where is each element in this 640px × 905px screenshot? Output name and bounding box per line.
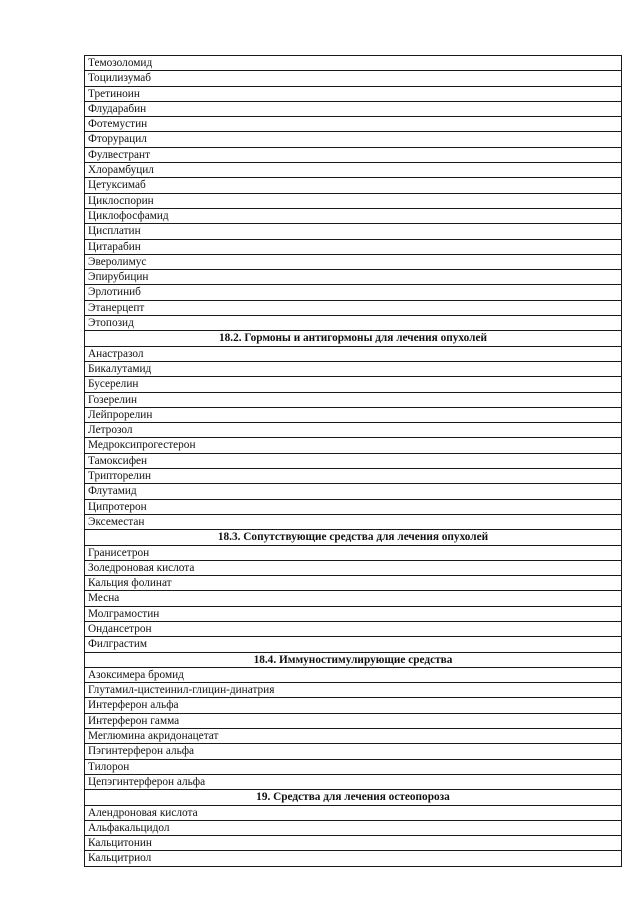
drug-name: Летрозол bbox=[85, 423, 622, 438]
drug-row bbox=[85, 667, 622, 682]
drug-row bbox=[85, 514, 622, 529]
drug-name: Алендроновая кислота bbox=[85, 805, 622, 820]
drug-name: Азоксимера бромид bbox=[85, 667, 622, 682]
drug-row bbox=[85, 576, 622, 591]
drug-row bbox=[85, 147, 622, 162]
drug-row bbox=[85, 56, 622, 71]
drug-row bbox=[85, 621, 622, 636]
drug-name: Третиноин bbox=[85, 86, 622, 101]
drug-row bbox=[85, 407, 622, 422]
drug-row bbox=[85, 316, 622, 331]
drug-row bbox=[85, 346, 622, 361]
drug-row bbox=[85, 101, 622, 116]
drug-name: Интерферон альфа bbox=[85, 698, 622, 713]
drug-name: Эпирубицин bbox=[85, 270, 622, 285]
drug-name: Цитарабин bbox=[85, 239, 622, 254]
drug-row bbox=[85, 377, 622, 392]
drug-name: Анастразол bbox=[85, 346, 622, 361]
drug-name: Глутамил-цистеинил-глицин-динатрия bbox=[85, 683, 622, 698]
drug-name: Пэгинтерферон альфа bbox=[85, 744, 622, 759]
drug-row bbox=[85, 851, 622, 866]
drug-name: Интерферон гамма bbox=[85, 713, 622, 728]
drug-name: Этопозид bbox=[85, 316, 622, 331]
drug-row bbox=[85, 239, 622, 254]
drug-row bbox=[85, 423, 622, 438]
drug-row bbox=[85, 774, 622, 789]
section-title: 18.2. Гормоны и антигормоны для лечения опухолей bbox=[85, 331, 622, 346]
drug-name: Фулвестрант bbox=[85, 147, 622, 162]
drug-row bbox=[85, 729, 622, 744]
drug-name: Меглюмина акридонацетат bbox=[85, 729, 622, 744]
drug-row bbox=[85, 285, 622, 300]
drug-row bbox=[85, 163, 622, 178]
drug-row bbox=[85, 698, 622, 713]
drug-name: Эксеместан bbox=[85, 514, 622, 529]
drug-row bbox=[85, 606, 622, 621]
drug-row bbox=[85, 453, 622, 468]
drug-name: Гранисетрон bbox=[85, 545, 622, 560]
drug-row bbox=[85, 759, 622, 774]
section-title: 18.4. Иммуностимулирующие средства bbox=[85, 652, 622, 667]
drug-row bbox=[85, 469, 622, 484]
drug-row bbox=[85, 805, 622, 820]
drug-name: Золедроновая кислота bbox=[85, 560, 622, 575]
drug-name: Бусерелин bbox=[85, 377, 622, 392]
drug-row bbox=[85, 300, 622, 315]
drug-name: Цепэгинтерферон альфа bbox=[85, 774, 622, 789]
drug-name: Месна bbox=[85, 591, 622, 606]
drug-row bbox=[85, 836, 622, 851]
drug-name: Темозоломид bbox=[85, 56, 622, 71]
drug-row bbox=[85, 86, 622, 101]
drug-row bbox=[85, 484, 622, 499]
drug-name: Фотемустин bbox=[85, 117, 622, 132]
drug-name: Фторурацил bbox=[85, 132, 622, 147]
drug-row bbox=[85, 499, 622, 514]
drug-row bbox=[85, 713, 622, 728]
section-title: 19. Средства для лечения остеопороза bbox=[85, 790, 622, 805]
drug-name: Цисплатин bbox=[85, 224, 622, 239]
drug-name: Бикалутамид bbox=[85, 361, 622, 376]
section-title: 18.3. Сопутствующие средства для лечения опухолей bbox=[85, 530, 622, 545]
drug-row bbox=[85, 438, 622, 453]
drug-name: Флударабин bbox=[85, 101, 622, 116]
drug-row bbox=[85, 683, 622, 698]
drug-name: Флутамид bbox=[85, 484, 622, 499]
drug-row bbox=[85, 117, 622, 132]
drug-name: Ципротерон bbox=[85, 499, 622, 514]
drug-row bbox=[85, 208, 622, 223]
drug-name: Кальцитриол bbox=[85, 851, 622, 866]
drug-name: Филграстим bbox=[85, 637, 622, 652]
drug-name: Тамоксифен bbox=[85, 453, 622, 468]
drug-row bbox=[85, 744, 622, 759]
drug-row bbox=[85, 270, 622, 285]
drug-row bbox=[85, 560, 622, 575]
drug-list-table bbox=[84, 55, 622, 867]
drug-row bbox=[85, 820, 622, 835]
drug-name: Альфакальцидол bbox=[85, 820, 622, 835]
section-header-row bbox=[85, 530, 622, 545]
drug-name: Гозерелин bbox=[85, 392, 622, 407]
drug-name: Хлорамбуцил bbox=[85, 163, 622, 178]
drug-row bbox=[85, 637, 622, 652]
drug-name: Циклофосфамид bbox=[85, 208, 622, 223]
drug-name: Этанерцепт bbox=[85, 300, 622, 315]
drug-name: Эрлотиниб bbox=[85, 285, 622, 300]
section-header-row bbox=[85, 652, 622, 667]
drug-name: Молграмостин bbox=[85, 606, 622, 621]
drug-row bbox=[85, 591, 622, 606]
drug-row bbox=[85, 132, 622, 147]
drug-name: Кальцитонин bbox=[85, 836, 622, 851]
drug-name: Циклоспорин bbox=[85, 193, 622, 208]
drug-name: Тилорон bbox=[85, 759, 622, 774]
drug-row bbox=[85, 178, 622, 193]
drug-name: Кальция фолинат bbox=[85, 576, 622, 591]
drug-name: Трипторелин bbox=[85, 469, 622, 484]
drug-row bbox=[85, 361, 622, 376]
drug-name: Лейпрорелин bbox=[85, 407, 622, 422]
drug-row bbox=[85, 193, 622, 208]
drug-row bbox=[85, 545, 622, 560]
drug-name: Цетуксимаб bbox=[85, 178, 622, 193]
drug-name: Эверолимус bbox=[85, 254, 622, 269]
drug-row bbox=[85, 71, 622, 86]
section-header-row bbox=[85, 331, 622, 346]
drug-name: Тоцилизумаб bbox=[85, 71, 622, 86]
drug-name: Ондансетрон bbox=[85, 621, 622, 636]
drug-row bbox=[85, 254, 622, 269]
drug-row bbox=[85, 224, 622, 239]
section-header-row bbox=[85, 790, 622, 805]
drug-row bbox=[85, 392, 622, 407]
drug-list-body bbox=[85, 56, 622, 867]
drug-name: Медроксипрогестерон bbox=[85, 438, 622, 453]
